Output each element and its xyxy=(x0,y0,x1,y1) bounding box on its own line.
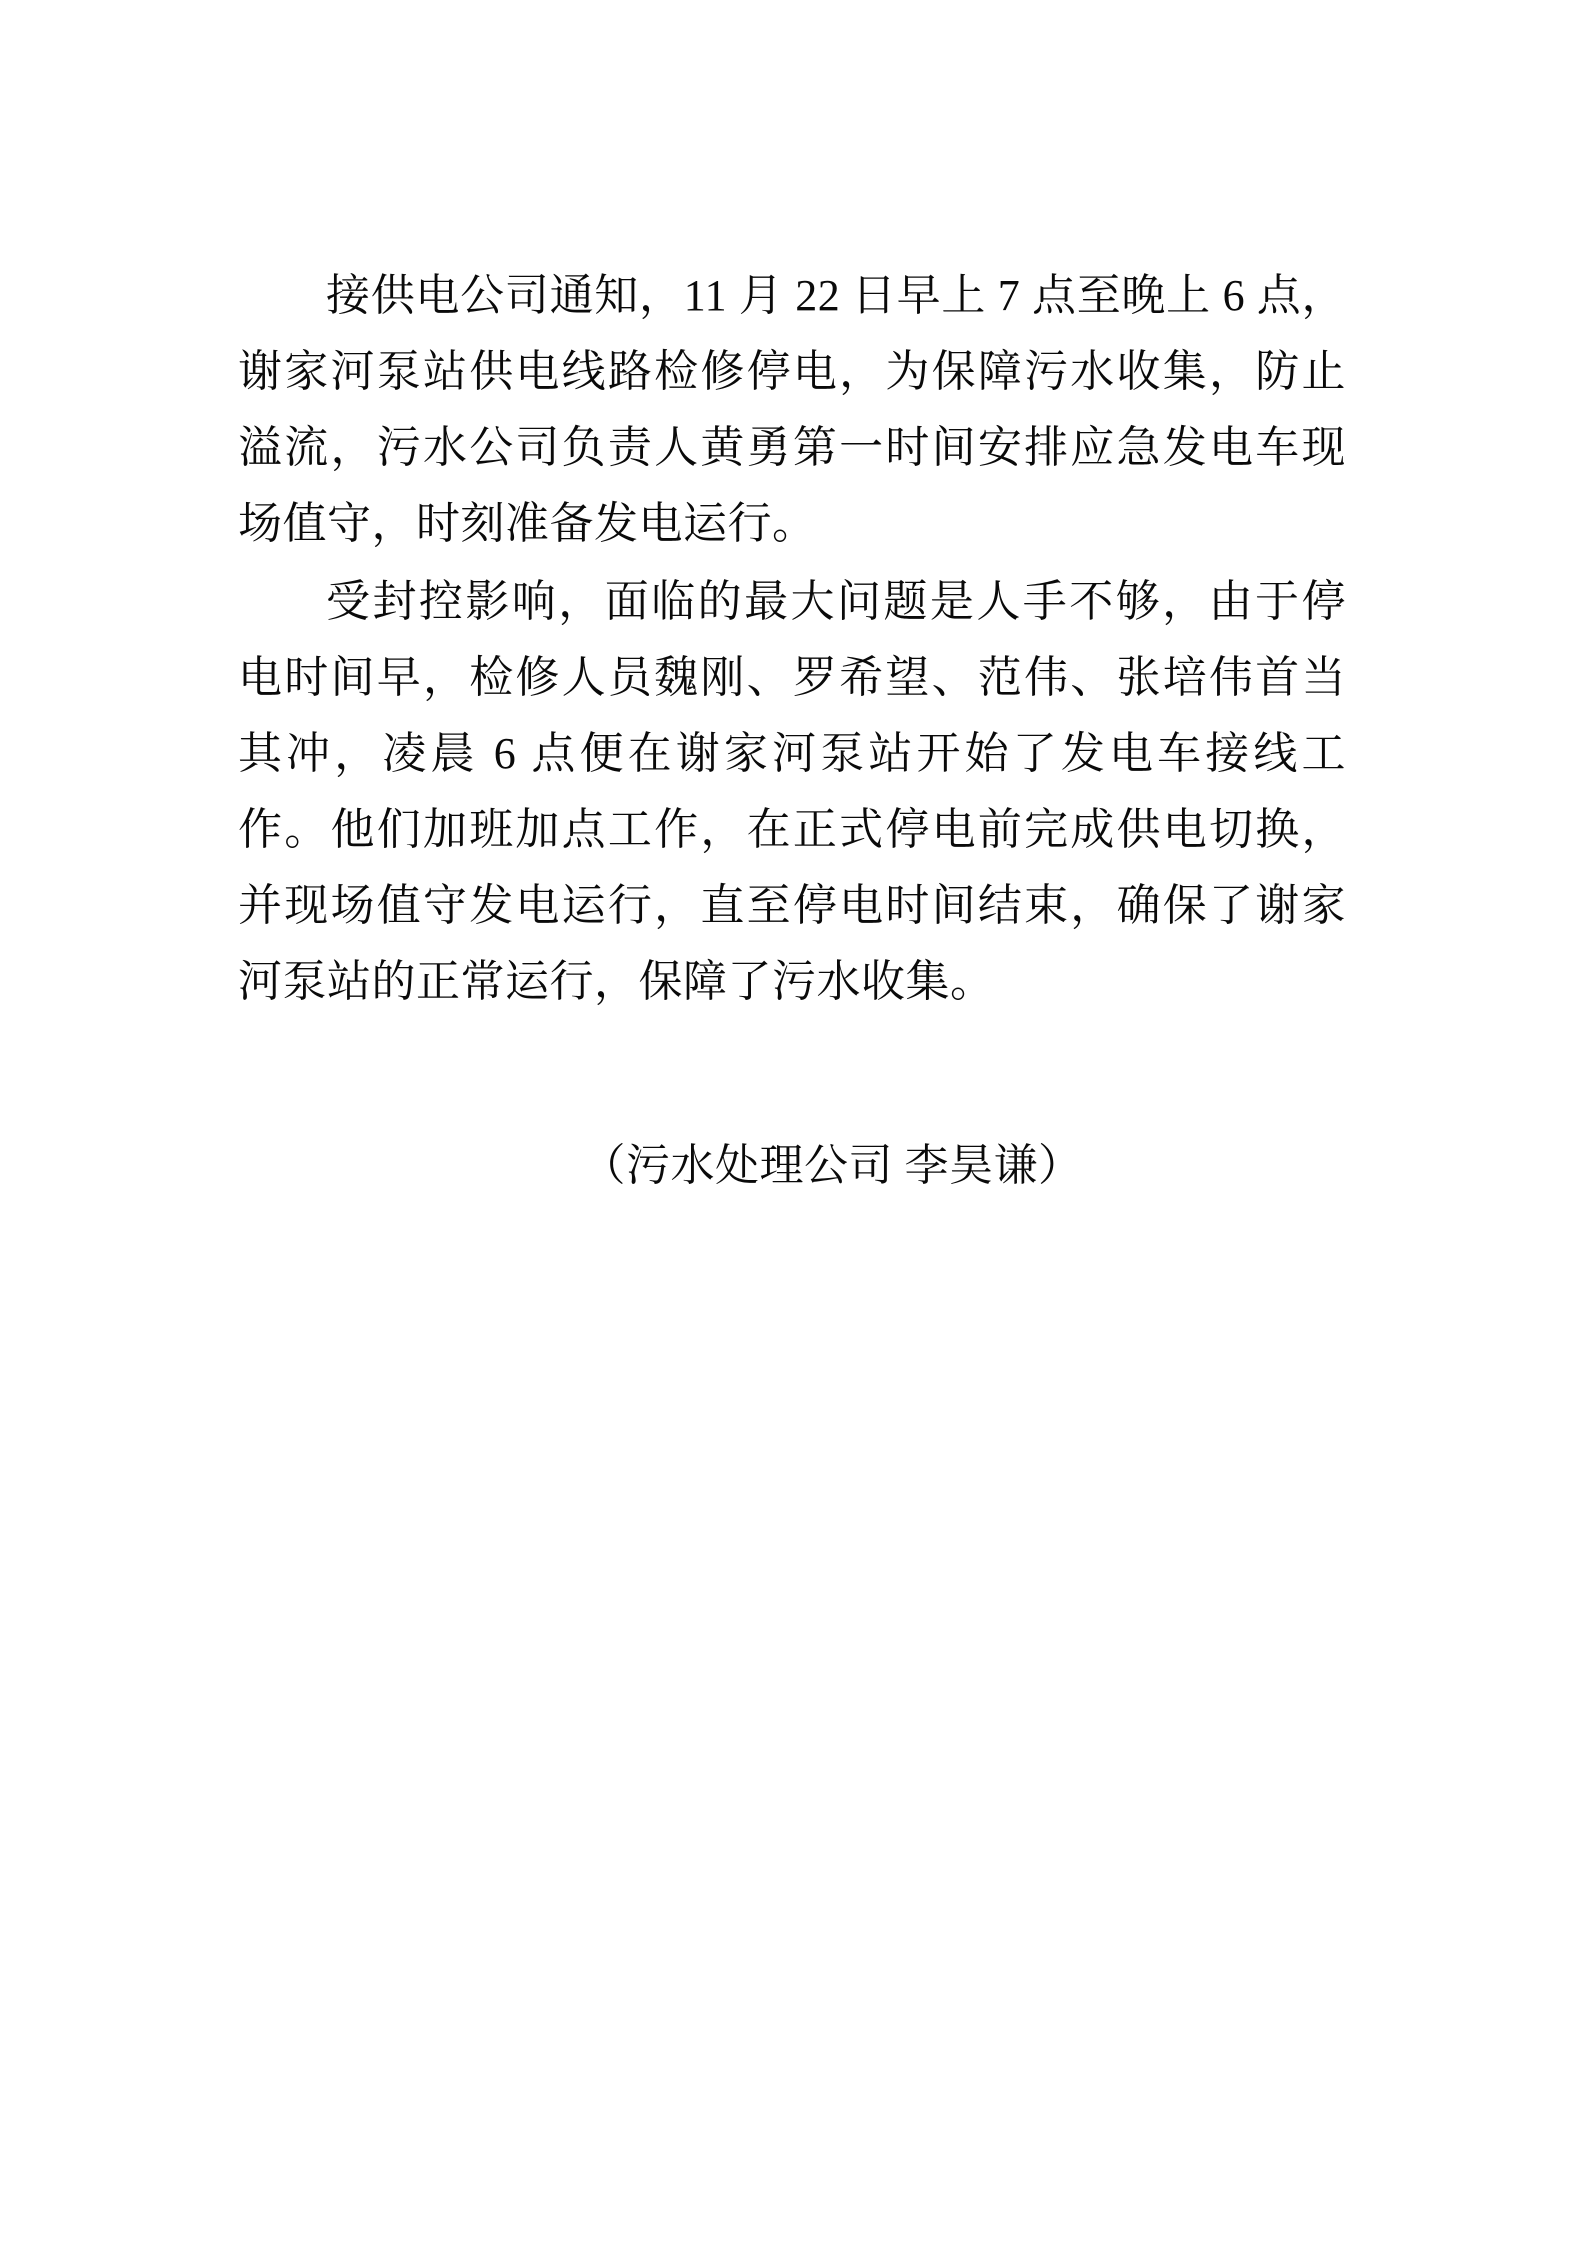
paragraph-1: 接供电公司通知，11 月 22 日早上 7 点至晚上 6 点，谢家河泵站供电线路检修停电，为保障污水收集，防止溢流，污水公司负责人黄勇第一时间安排应急发电车现场值守，时刻准备发电运行。 xyxy=(238,271,1346,548)
paragraph-2: 受封控影响，面临的最大问题是人手不够，由于停电时间早，检修人员魏刚、罗希望、范伟、张培伟首当其冲，凌晨 6 点便在谢家河泵站开始了发电车接线工作。他们加班加点工作，在正式停电前完成供电切换，并现场值守发电运行，直至停电时间结束，确保了谢家河泵站的正常运行，保障了污水收集。 xyxy=(238,577,1346,1006)
document-body xyxy=(238,258,1346,1020)
signature-line: （污水处理公司 李昊谦） xyxy=(581,1141,1083,1190)
signature-block xyxy=(238,1128,1346,1204)
